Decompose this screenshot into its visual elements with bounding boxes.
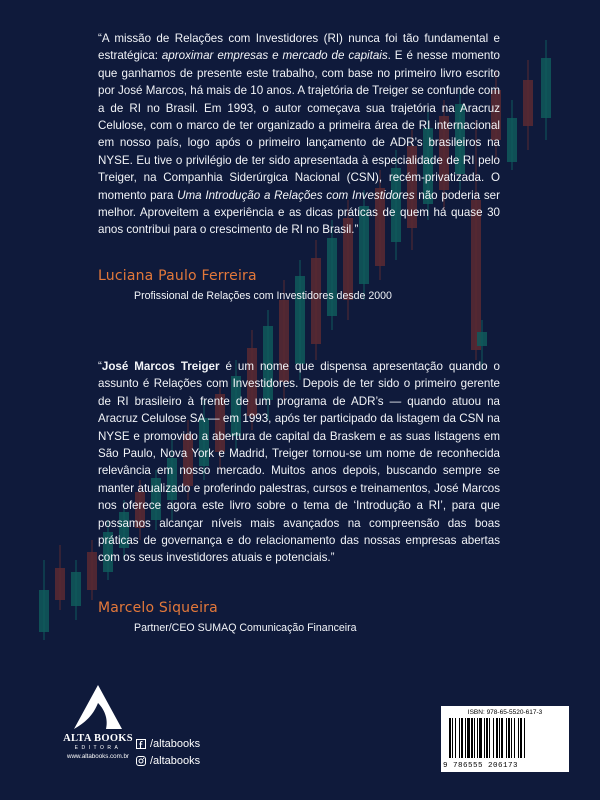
barcode-line	[471, 718, 473, 758]
quote-marcelo	[98, 358, 500, 567]
candle-body	[87, 552, 97, 590]
barcode-line	[520, 718, 522, 758]
quote-text: é um nome que dispensa apresentação quando o assunto é Relações com Investidores. Depois de ter sido o primeiro gerente de RI brasileiro à frente de um programa de ADR’s — quando atuou na Aracruz Celulose SA — em 1993, após ter participado da listagem da CSN na NYSE e promovido a abertura de capital da Braskem e as suas listagens em São Paulo, Nova York e Madrid, Treiger tornou-se um nome de reconhecida relevância em nosso mercado. Muitos anos depois, buscando sempre se manter atualizado e proferindo palestras, cursos e treinamentos, José Marcos nos oferece agora este livro sobre o tema de ‘Introdução a RI’, para que possamos alcançar níveis mais avançados na compreensão das boas práticas de governança e do relacionamento das nossas empresas abertas com os seus investidores atuais e potenciais.”	[98, 360, 500, 565]
candle-body	[71, 572, 81, 606]
barcode-line	[467, 718, 470, 758]
barcode-line	[459, 718, 460, 758]
barcode-line	[455, 718, 456, 758]
quote-text: não poderia ser melhor. Aproveitem a experiência e as dicas práticas de quem há quase 30 anos contribui para o crescimento de RI no Brasil.”	[98, 188, 500, 237]
barcode-line	[479, 718, 482, 758]
publisher-editora: EDITORA	[74, 745, 122, 751]
barcode	[441, 706, 569, 772]
book-title-italic: Uma Introdução a Relações com Investidores	[177, 188, 415, 202]
quote-open: “	[98, 360, 102, 373]
barcode-line	[489, 718, 490, 758]
author-name: Luciana Paulo Ferreira	[98, 268, 257, 284]
barcode-number: 9 786555 206173	[443, 762, 519, 770]
alta-books-triangle-logo	[72, 683, 124, 731]
author-role: Profissional de Relações com Investidores desde 2000	[134, 290, 392, 302]
barcode-line	[524, 718, 525, 758]
isbn-label: ISBN: 978-65-5520-617-3	[467, 709, 543, 716]
author-name: Marcelo Siqueira	[98, 600, 218, 616]
quote-bold-name: José Marcos Treiger	[101, 360, 220, 373]
barcode-line	[461, 718, 463, 758]
barcode-line	[474, 718, 475, 758]
barcode-bars	[449, 718, 561, 758]
publisher-brand: ALTA BOOKS	[63, 733, 133, 744]
barcode-line	[514, 718, 515, 758]
social-instagram[interactable]	[136, 755, 200, 767]
barcode-line	[493, 718, 494, 758]
barcode-line	[511, 718, 512, 758]
candle-body	[327, 238, 337, 316]
barcode-line	[499, 718, 500, 758]
social-facebook[interactable]	[136, 738, 200, 750]
quote-text: . E é nesse momento que ganhamos de presente este trabalho, com base no primeiro livro escrito por José Marcos, há mais de 10 anos. A trajetória de Treiger se confunde com a de RI no Brasil. Em 1993, o autor começava sua trajetória na Aracruz Celulose, com o marco de ter organizado a primeira área de RI internacional em nosso país, logo após o primeiro lançamento de ADR’s brasileiros na NYSE. Eu tive o privilégio de ter sido apresentada à especialidade de RI pelo Treiger, na Companhia Siderúrgica Nacional (CSN), recém-privatizada. O momento para	[98, 49, 500, 202]
barcode-line	[518, 718, 519, 758]
barcode-line	[449, 718, 451, 758]
barcode-line	[508, 718, 510, 758]
quote-italic: aproximar empresas e mercado de capitais	[161, 49, 388, 63]
social-handle: /altabooks	[150, 755, 201, 767]
quote-luciana	[98, 30, 500, 239]
facebook-icon	[136, 739, 146, 749]
candle-body	[477, 332, 487, 346]
barcode-line	[477, 718, 478, 758]
publisher-website: www.altabooks.com.br	[67, 753, 129, 760]
barcode-line	[465, 718, 466, 758]
social-handle: /altabooks	[150, 738, 201, 750]
candle-body	[55, 568, 65, 600]
candle-body	[507, 118, 517, 162]
barcode-line	[486, 718, 488, 758]
barcode-line	[484, 718, 485, 758]
barcode-line	[506, 718, 507, 758]
quote-text: “A missão de Relações com Investidores (RI) nunca foi tão fundamental e estratégica:	[98, 32, 500, 63]
instagram-icon	[136, 756, 146, 766]
barcode-line	[501, 718, 503, 758]
candle-body	[541, 58, 551, 118]
candle-body	[39, 590, 49, 632]
author-role: Partner/CEO SUMAQ Comunicação Financeira	[134, 622, 357, 634]
barcode-line	[452, 718, 453, 758]
barcode-line	[496, 718, 498, 758]
candle-body	[523, 80, 533, 126]
publisher-logo	[62, 683, 134, 773]
